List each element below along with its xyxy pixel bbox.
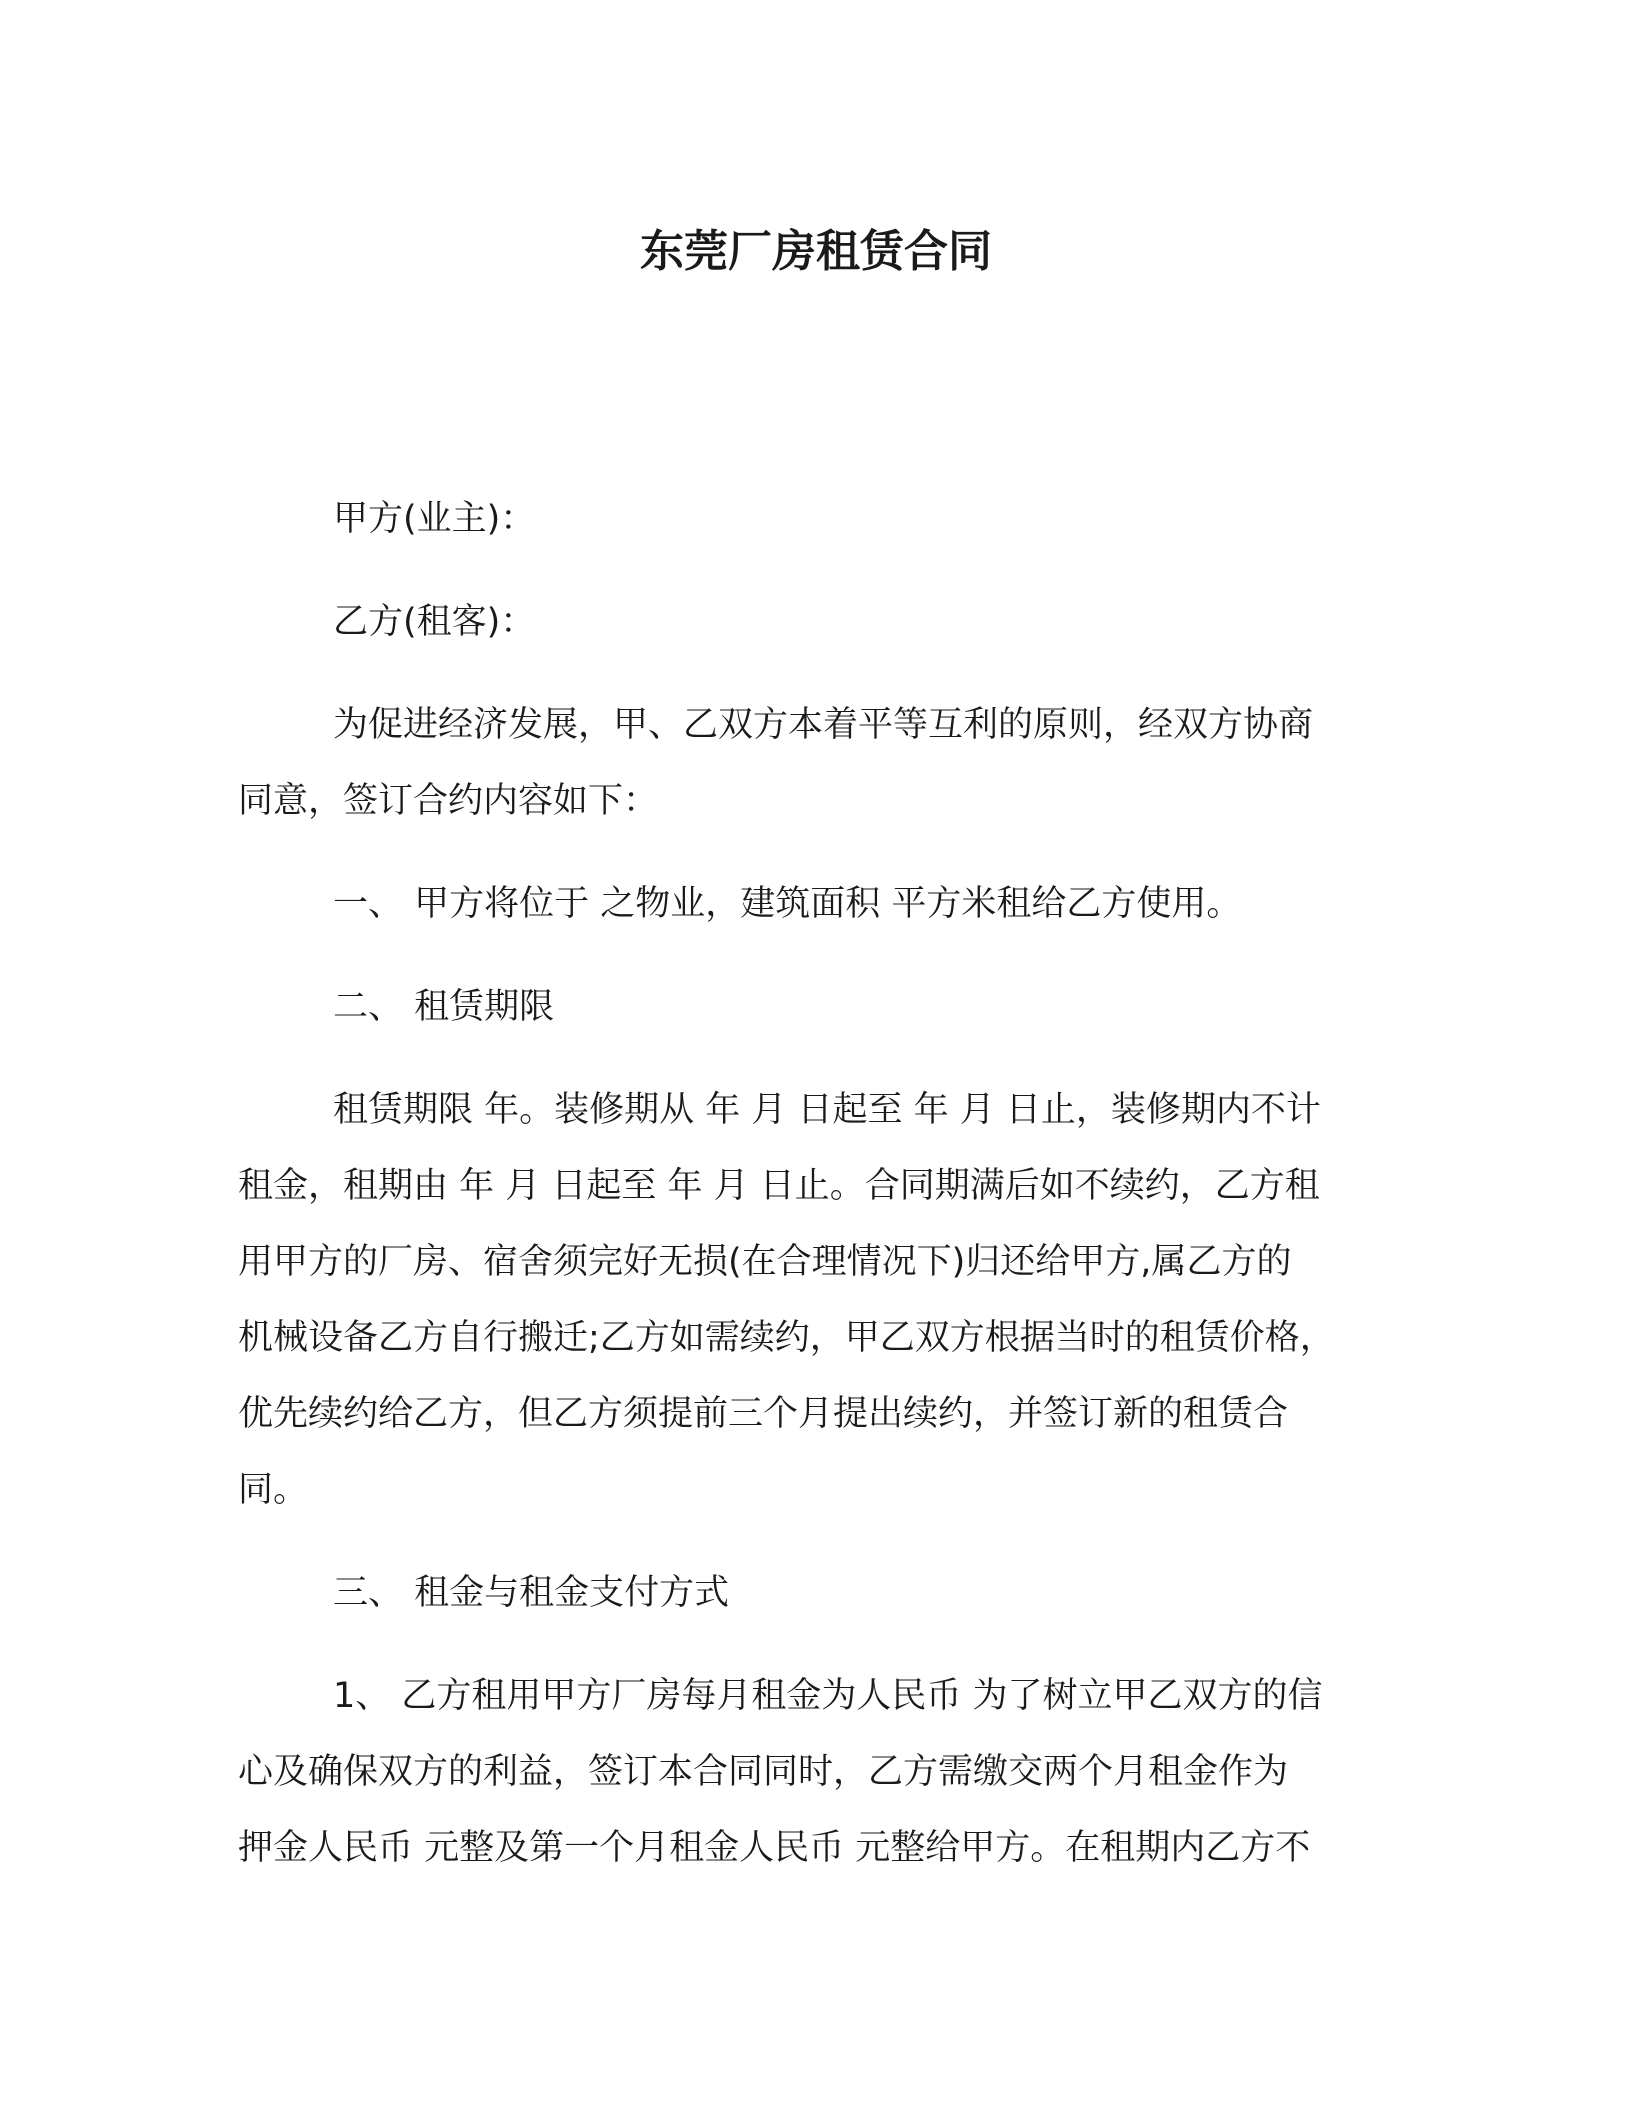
party-b-line: 乙方(租客)： — [333, 602, 536, 642]
clause-2-line-4: 机械设备乙方自行搬迁;乙方如需续约，甲乙双方根据当时的租赁价格， — [238, 1318, 1335, 1358]
document-title: 东莞厂房租赁合同 — [640, 226, 992, 277]
clause-2-line-6: 同。 — [238, 1470, 309, 1510]
clause-1: 一、 甲方将位于 之物业，建筑面积 平方米租给乙方使用。 — [333, 884, 1242, 924]
party-a-line: 甲方(业主)： — [333, 499, 536, 539]
intro-line-2: 同意，签订合约内容如下： — [238, 781, 659, 821]
clause-2-heading: 二、 租赁期限 — [333, 987, 555, 1027]
clause-2-line-5: 优先续约给乙方，但乙方须提前三个月提出续约，并签订新的租赁合 — [238, 1394, 1289, 1434]
intro-line-1: 为促进经济发展，甲、乙双方本着平等互利的原则，经双方协商 — [333, 705, 1314, 745]
clause-2-line-1: 租赁期限 年。装修期从 年 月 日起至 年 月 日止，装修期内不计 — [333, 1090, 1321, 1130]
clause-3-heading: 三、 租金与租金支付方式 — [333, 1573, 730, 1613]
clause-2-line-3: 用甲方的厂房、宿舍须完好无损(在合理情况下)归还给甲方,属乙方的 — [238, 1242, 1292, 1282]
clause-3-item-1-line-1: 1、 乙方租用甲方厂房每月租金为人民币 为了树立甲乙双方的信 — [333, 1676, 1323, 1716]
clause-3-item-1-line-3: 押金人民币 元整及第一个月租金人民币 元整给甲方。在租期内乙方不 — [238, 1828, 1311, 1868]
clause-3-item-1-line-2: 心及确保双方的利益，签订本合同同时，乙方需缴交两个月租金作为 — [238, 1752, 1289, 1792]
clause-2-line-2: 租金，租期由 年 月 日起至 年 月 日止。合同期满后如不续约，乙方租 — [238, 1166, 1320, 1206]
